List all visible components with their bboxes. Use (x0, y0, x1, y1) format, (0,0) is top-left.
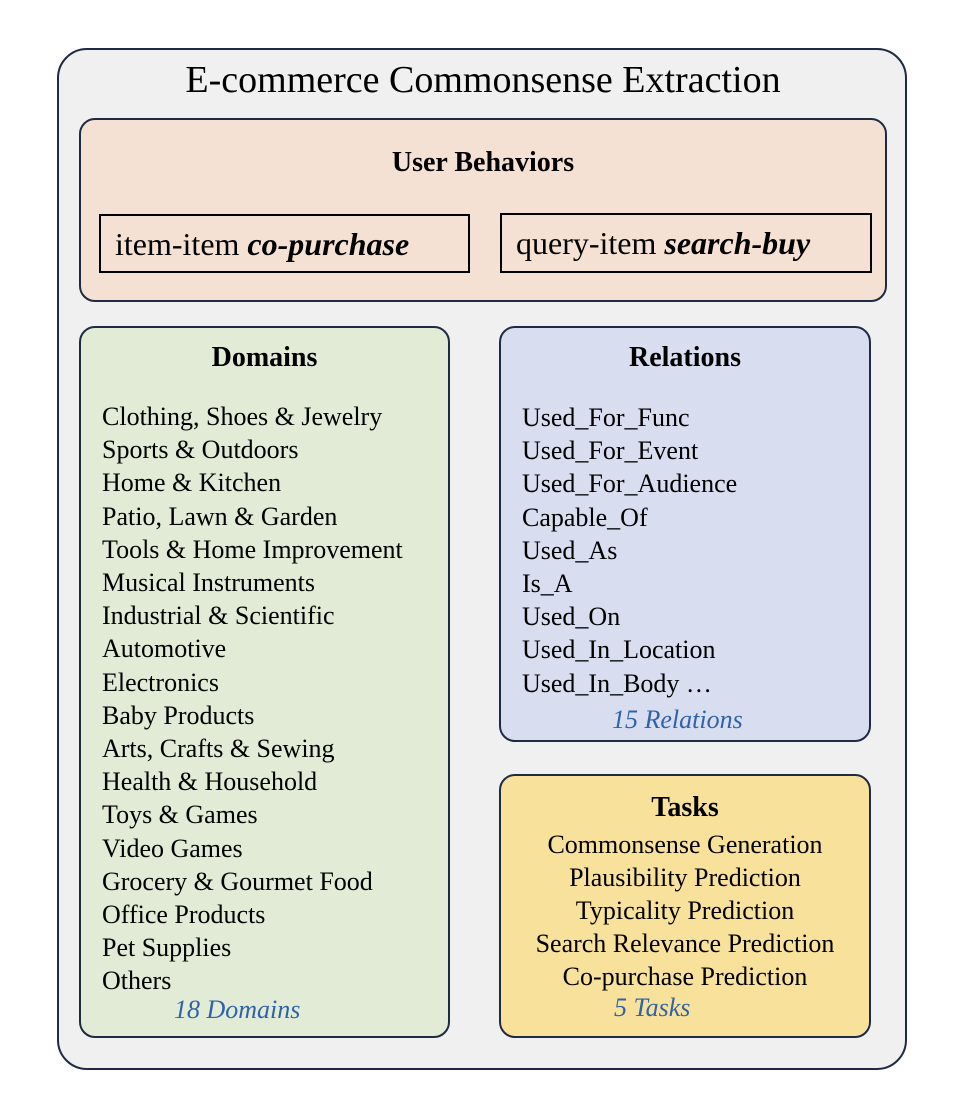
domain-item: Arts, Crafts & Sewing (102, 734, 335, 764)
relations-panel (499, 326, 871, 742)
relation-item: Capable_Of (522, 502, 648, 532)
tasks-panel (499, 774, 871, 1038)
domain-item: Health & Household (102, 767, 318, 797)
behavior-search-buy-prefix: query-item (516, 225, 665, 261)
domain-item: Grocery & Gourmet Food (102, 866, 373, 896)
behavior-co-purchase-prefix: item-item (115, 226, 248, 262)
domains-count: 18 Domains (174, 995, 301, 1024)
diagram-title: E-commerce Commonsense Extraction (185, 59, 781, 101)
tasks-list (501, 828, 869, 993)
behavior-co-purchase (99, 214, 470, 273)
domain-item: Sports & Outdoors (102, 435, 299, 465)
domains-list (102, 400, 403, 998)
relation-item: Used_For_Func (522, 403, 690, 432)
domain-item: Electronics (102, 667, 219, 697)
relation-item: Used_In_Body … (522, 668, 712, 698)
domain-item: Musical Instruments (102, 568, 316, 598)
relations-count: 15 Relations (612, 705, 743, 734)
behavior-search-buy (500, 213, 872, 273)
domain-item: Video Games (102, 833, 243, 863)
user-behaviors-panel (79, 118, 887, 302)
domain-item: Clothing, Shoes & Jewelry (102, 402, 383, 431)
relation-item: Used_In_Location (522, 635, 716, 665)
behavior-co-purchase-emphasis: co-purchase (247, 226, 410, 262)
task-item: Search Relevance Prediction (535, 929, 835, 958)
relations-list (522, 401, 737, 700)
relation-item: Used_As (522, 535, 618, 565)
domain-item: Baby Products (102, 700, 255, 730)
task-item: Commonsense Generation (547, 830, 823, 859)
task-item: Typicality Prediction (575, 896, 795, 925)
behavior-search-buy-emphasis: search-buy (664, 225, 811, 261)
domain-item: Home & Kitchen (102, 468, 282, 498)
tasks-heading: Tasks (651, 792, 719, 823)
task-item: Plausibility Prediction (569, 863, 801, 892)
domain-item: Pet Supplies (102, 933, 232, 963)
user-behaviors-heading: User Behaviors (391, 147, 575, 178)
relation-item: Used_For_Audience (522, 469, 738, 499)
domains-heading: Domains (211, 342, 318, 373)
relation-item: Is_A (522, 569, 573, 599)
domain-item: Patio, Lawn & Garden (102, 501, 338, 531)
relation-item: Used_For_Event (522, 436, 699, 466)
domains-panel (79, 326, 450, 1038)
domain-item: Office Products (102, 900, 266, 930)
domain-item: Industrial & Scientific (102, 601, 335, 631)
task-item: Co-purchase Prediction (562, 962, 808, 991)
relations-heading: Relations (629, 342, 741, 373)
domain-item: Others (102, 966, 172, 996)
domain-item: Automotive (102, 634, 227, 664)
domain-item: Toys & Games (102, 800, 258, 830)
relation-item: Used_On (522, 602, 621, 632)
tasks-count: 5 Tasks (614, 993, 691, 1022)
domain-item: Tools & Home Improvement (102, 534, 403, 564)
